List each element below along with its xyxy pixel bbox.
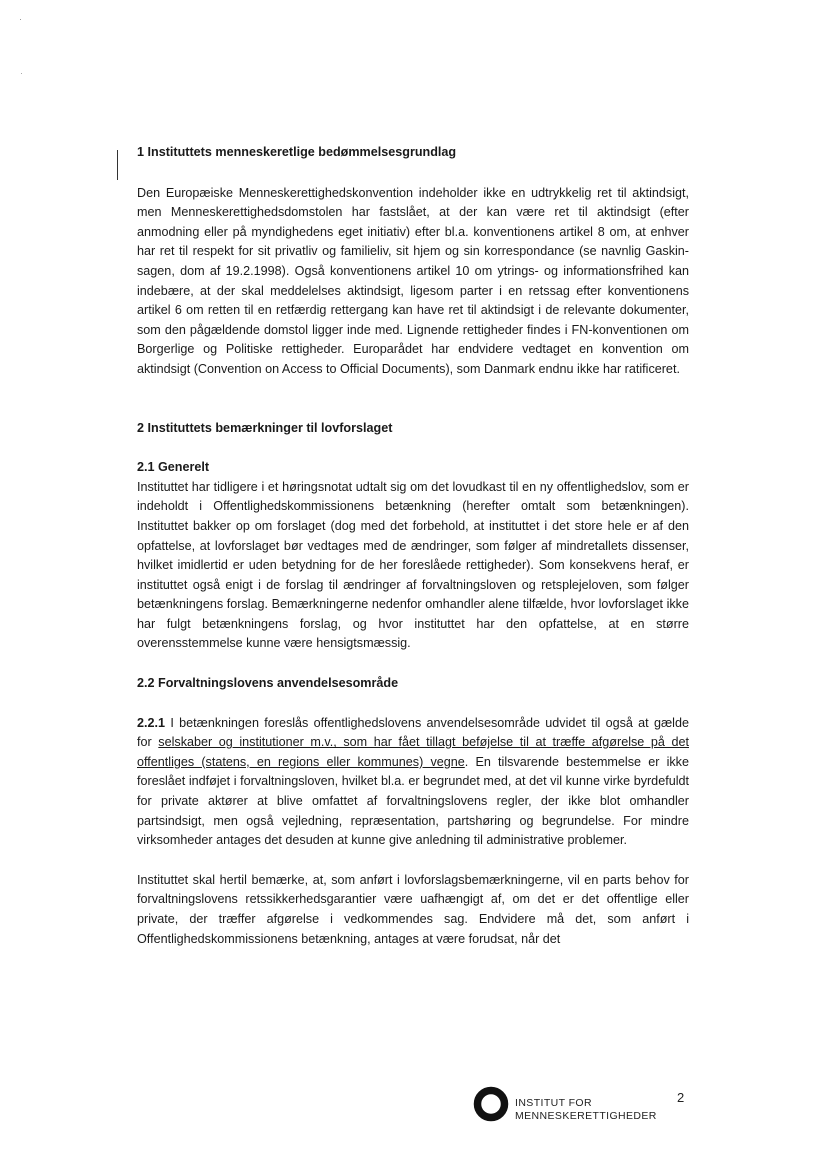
section-1-heading: 1 Instituttets menneskeretlige bedømmelsesgrundlag [137, 145, 457, 159]
section-2-2-heading: 2.2 Forvaltningslovens anvendelsesområde [137, 676, 399, 691]
footer-org-name [515, 1097, 657, 1123]
document-body [137, 143, 689, 949]
paragraph-number: 2.2.1 [137, 715, 166, 730]
paragraph-text-after: . En tilsvarende bestemmelse er ikke foreslået indføjet i forvaltningsloven, hvilket bl.a. er begrundet med, at det vil kunne virke byrdefuldt for private aktører at blive omfattet af forvaltningslovens regler, der ikke blot omhandler partsindsigt, men også vejledning, repræsentation, partshøring og begrundelse. For mindre virksomheder antages det desuden at kunne give anledning til administrative problemer. [137, 754, 689, 848]
section-2-1-paragraph: Instituttet har tidligere i et høringsnotat udtalt sig om det lovudkast til en ny offentlighedslov, som er indeholdt i Offentlighedskommissionens betænkning (herefter omtalt som betænkningen). Instituttet bakker op om forslaget (dog med det forbehold, at instituttet i det store hele er af den opfattelse, at lovforslaget bør vedtages med de ændringer, som følger af mindretallets dissenser, hvilket imidlertid er uden betydning for de her foreslåede rettigheder). Som konsekvens heraf, er instituttet også enigt i de forslag til ændringer af forvaltningsloven og retsplejeloven, som følger betænkningens forslag. Bemærkningerne nedenfor omhandler alene tilfælde, hvor lovforslaget ikke har fulgt betænkningens forslag, og hvor instituttet har den opfattelse, at en større overensstemmelse kunne være hensigtsmæssig. [137, 479, 689, 651]
section-2-2-1-paragraph [137, 714, 689, 851]
paragraph-text-before: I betænkningen foreslås offentlighedslovens anvendelsesområde udvidet til også at gælde for [137, 715, 689, 750]
section-2-2-paragraph-2: Instituttet skal hertil bemærke, at, som anført i lovforslagsbemærkningerne, vil en parts behov for forvaltningslovens retssikkerhedsgarantier være uafhængigt af, om det er det offentlige eller private, der træffer afgørelse i vedkommendes sag. Endvidere må det, som anført i Offentlighedskommissionens betænkning, antages at være forudsat, når det [137, 872, 689, 946]
section-2-heading: 2 Instituttets bemærkninger til lovforslaget [137, 420, 393, 435]
section-2-1-heading: 2.1 Generelt [137, 460, 210, 475]
page-number: 2 [677, 1090, 685, 1105]
section-1-paragraph: Den Europæiske Menneskerettighedskonvention indeholder ikke en udtrykkelig ret til aktindsigt, men Menneskerettighedsdomstolen har fastslået, at der kan være ret til aktindsigt (efter anmodning eller på myndighedens eget initiativ) efter bl.a. konventionens artikel 8 om, at enhver har ret til respekt for sit privatliv og familieliv, sit hjem og sin korrespondance (se navnlig Gaskin-sagen, dom af 19.2.1998). Også konventionens artikel 10 om ytrings- og informationsfrihed kan indebære, at der skal meddelelses aktindsigt, ligesom parter i en retssag efter konventionens artikel 6 om retten til en retfærdig rettergang kan have ret til aktindsigt i de relevante dokumenter, som den pågældende domstol ligger inde med. Lignende rettigheder findes i FN-konventionen om Borgerlige og Politiske rettigheder. Europarådet har endvidere vedtaget en konvention om aktindsigt (Convention on Access to Official Documents), som Danmark endnu ikke har ratificeret. [137, 185, 689, 376]
underlined-phrase: selskaber og institutioner m.v., som har fået tillagt beføjelse til at træffe afgørelse på det offentliges (statens, en regions eller kommunes) vegne [137, 735, 689, 769]
institute-ring-logo-icon [473, 1086, 509, 1122]
footer-org-line-1: INSTITUT FOR [515, 1097, 592, 1109]
footer-org-line-2: MENNESKERETTIGHEDER [515, 1110, 657, 1122]
revision-margin-bar [117, 150, 118, 180]
scan-specks [18, 18, 24, 78]
